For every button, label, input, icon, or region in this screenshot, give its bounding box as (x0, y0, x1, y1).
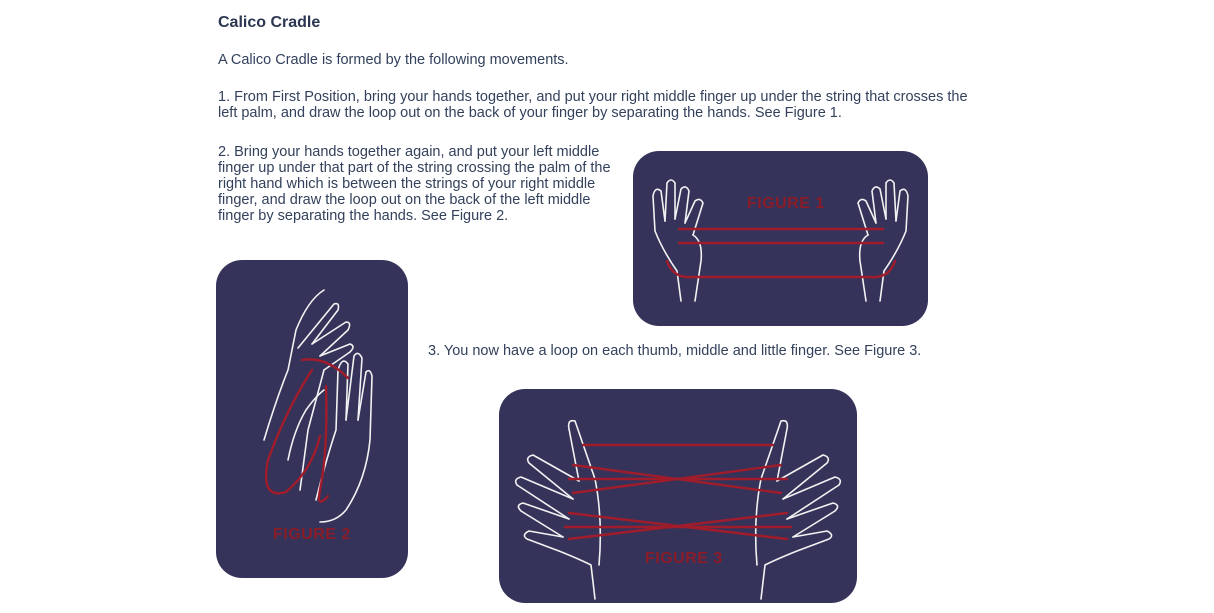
step-2-text: 2. Bring your hands together again, and put your left middle finger up under that part of the string crossing the palm of the right hand which is between the strings of your right middle finger, and draw the loop out on the back of the left middle finger by separating the hands. See Figure 2. (218, 144, 611, 224)
figure-3-illustration (499, 389, 857, 603)
figure-1-label: FIGURE 1 (747, 195, 825, 212)
figure-2-label: FIGURE 2 (273, 526, 351, 543)
figure-1-card (633, 151, 928, 326)
figure-3-label: FIGURE 3 (645, 550, 723, 567)
step-3-text: 3. You now have a loop on each thumb, middle and little finger. See Figure 3. (428, 343, 922, 359)
figure-1-illustration (633, 151, 928, 326)
figure-3-card (499, 389, 857, 603)
figure-2-card (216, 260, 408, 578)
page-title: Calico Cradle (218, 14, 321, 31)
step-1-text: 1. From First Position, bring your hands together, and put your right middle finger up under the string that crosses the left palm, and draw the loop out on the back of your finger by separating the hands. See Figure 1. (218, 89, 968, 121)
intro-text: A Calico Cradle is formed by the following movements. (218, 52, 569, 68)
